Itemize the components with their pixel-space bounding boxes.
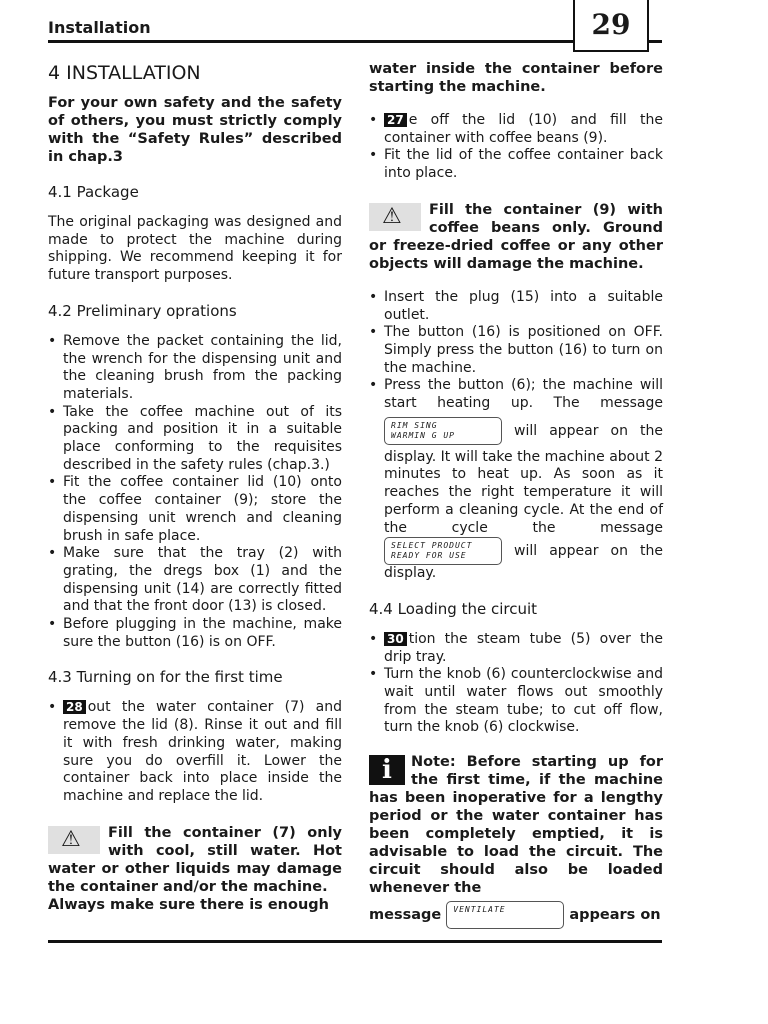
display-message-select-product: SELECT PRODUCT READY FOR USE — [384, 537, 502, 565]
preliminary-list — [48, 333, 342, 652]
section-4-2-title: 4.2 Preliminary oprations — [48, 301, 237, 320]
list-item: • Before plugging in the machine, make sure the button (16) is on OFF. — [48, 616, 342, 651]
list-item-text: will appear on the display. — [384, 543, 664, 582]
list-item — [48, 699, 342, 805]
turning-on-list — [48, 699, 342, 805]
list-item: • Turn the knob (6) counterclockwise and wait until water flows out smoothly from the steam tube; to cut off flow, turn the knob (6) clockwise. — [369, 666, 663, 737]
warning-block-beans — [369, 201, 663, 273]
page-number-box: 29 — [573, 0, 649, 52]
safety-intro: For your own safety and the safety of others, you must strictly comply with the “Safety Rules” described in chap.3 — [48, 95, 342, 165]
section-4-4-title: 4.4 Loading the circuit — [369, 599, 538, 618]
list-item: • Fit the lid of the coffee container back into place. — [369, 147, 663, 182]
list-item-text: tion the steam tube (5) over the drip tray. — [384, 630, 663, 665]
section-4-1-title: 4.1 Package — [48, 183, 139, 201]
right-column — [369, 60, 663, 929]
list-item-text: out the water container (7) and remove the lid (8). Rinse it out and fill it with fresh drinking water, making sure you do overfill it. Lower the container back into place inside the machine and replace the lid. — [63, 699, 342, 804]
list-item: • Insert the plug (15) into a suitable outlet. — [369, 289, 663, 324]
list-item-text: e off the lid (10) and fill the container with coffee beans (9). — [384, 112, 663, 146]
list-item — [369, 377, 663, 583]
display-message-ventilate: VENTILATE — [446, 901, 564, 929]
note-text: Note: Before starting up for the first time, if the machine has been inoperative for a lengthy period or the water container has been completely emptied, it is advisable to load the circuit. The circuit should also be loaded whenever the — [369, 754, 663, 897]
warning-icon: ⚠ — [369, 203, 421, 231]
list-item: • Remove the packet containing the lid, the wrench for the dispensing unit and the cleaning brush from the packing materials. — [48, 333, 342, 404]
figure-badge-27: 27 — [384, 113, 407, 127]
loading-circuit-list — [369, 631, 663, 737]
warning-text: Fill the container (7) only with cool, still water. Hot water or other liquids may damage the container and/or the machine. — [48, 824, 342, 895]
display-message-warming-up: RIM SING WARMIN G UP — [384, 417, 502, 445]
figure-badge-28: 28 — [63, 700, 86, 714]
list-item — [369, 112, 663, 147]
info-icon: i — [369, 755, 405, 785]
list-item-text: will appear on the display. It will take the machine about 2 minutes to heat up. As soon as it reaches the right temperature it will perform a cleaning cycle. At the end of the cycle the message — [384, 422, 664, 536]
note-block — [369, 753, 663, 929]
section-4-3-title: 4.3 Turning on for the first time — [48, 668, 283, 687]
figure-badge-30: 30 — [384, 632, 407, 646]
warning-text: Fill the container (9) with coffee beans only. Ground or freeze-dried coffee or any other objects will damage the machine. — [369, 201, 663, 272]
header-rule — [48, 40, 662, 43]
warning-icon: ⚠ — [48, 826, 100, 854]
section-4-1-text: The original packaging was designed and made to protect the machine during shipping. We recommend keeping it for future transport purposes. — [48, 214, 342, 284]
continued-warning: water inside the container before starting the machine. — [369, 61, 663, 95]
startup-list — [369, 289, 663, 583]
list-item-text: Press the button (6); the machine will start heating up. The message — [384, 377, 663, 412]
list-item: • Take the coffee machine out of its packing and position it in a suitable place conforming to the requisites described in the safety rules (chap.3.) — [48, 404, 342, 475]
list-item — [369, 631, 663, 666]
list-item: • Fit the coffee container lid (10) onto the coffee container (9); store the dispensing unit wrench and cleaning brush in safe place. — [48, 474, 342, 545]
warning-tail: Always make sure there is enough — [48, 896, 329, 913]
footer-rule — [48, 940, 662, 943]
left-column — [48, 60, 342, 914]
list-item: • The button (16) is positioned on OFF. Simply press the button (16) to turn on the machine. — [369, 324, 663, 377]
coffee-container-list — [369, 112, 663, 183]
list-item: • Make sure that the tray (2) with grating, the dregs box (1) and the dispensing unit (14) are correctly fitted and that the front door (13) is closed. — [48, 545, 342, 616]
warning-block-water — [48, 824, 342, 914]
note-message-line: message VENTILATE appears on — [369, 901, 663, 929]
header-section-title: Installation — [48, 18, 151, 37]
chapter-title: 4 INSTALLATION — [48, 62, 201, 84]
